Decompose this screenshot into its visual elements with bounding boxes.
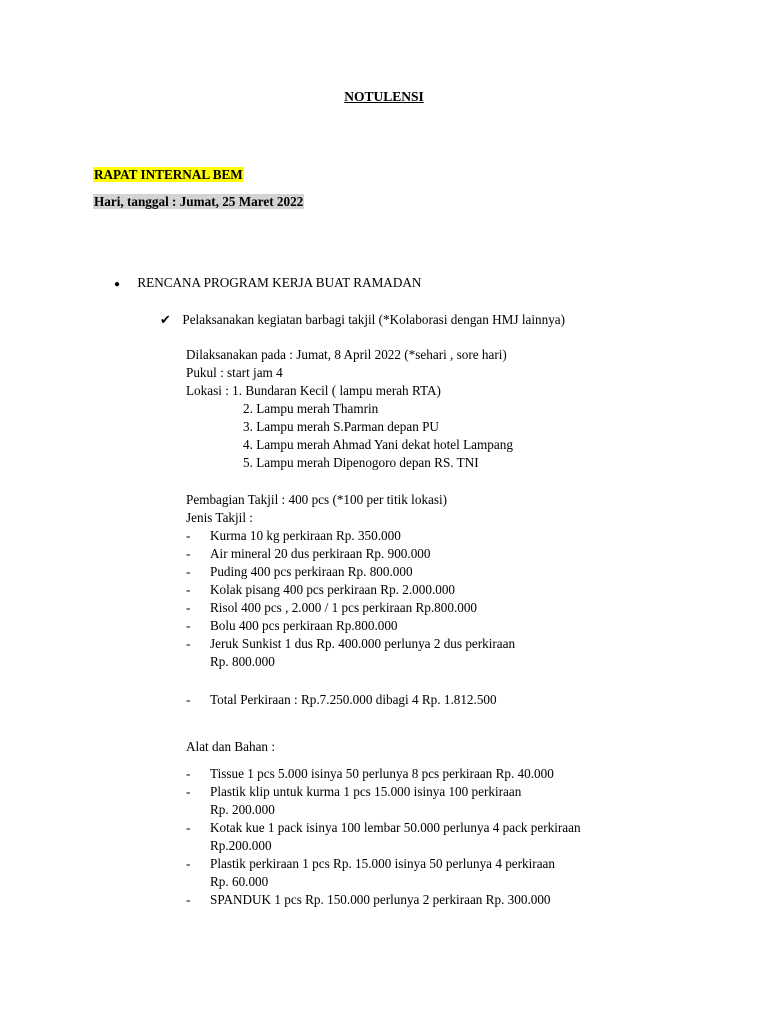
dash-icon: - bbox=[186, 582, 191, 597]
list-item-text: Rp. 200.000 bbox=[210, 802, 275, 817]
event-time: Pukul : start jam 4 bbox=[186, 365, 283, 380]
location-item: 4. Lampu merah Ahmad Yani dekat hotel Lampang bbox=[243, 437, 513, 452]
list-item-text: Air mineral 20 dus perkiraan Rp. 900.000 bbox=[210, 546, 431, 561]
meeting-date bbox=[93, 193, 304, 211]
list-item-text: SPANDUK 1 pcs Rp. 150.000 perlunya 2 perkiraan Rp. 300.000 bbox=[210, 892, 551, 907]
takjil-total-list bbox=[186, 691, 497, 709]
dash-icon: - bbox=[186, 600, 191, 615]
checklist-item bbox=[160, 311, 565, 329]
dash-icon: - bbox=[186, 546, 191, 561]
takjil-section bbox=[186, 491, 686, 527]
meeting-name-text: RAPAT INTERNAL BEM bbox=[94, 167, 243, 182]
list-item bbox=[186, 581, 515, 599]
meeting-name bbox=[93, 166, 244, 184]
bullet-icon: ● bbox=[114, 279, 121, 290]
takjil-total: Total Perkiraan : Rp.7.250.000 dibagi 4 Rp. 1.812.500 bbox=[210, 692, 497, 707]
tools-label: Alat dan Bahan : bbox=[186, 739, 275, 754]
dash-icon: - bbox=[186, 856, 191, 871]
list-item bbox=[186, 891, 581, 909]
section-heading-text: RENCANA PROGRAM KERJA BUAT RAMADAN bbox=[137, 275, 422, 290]
document-title: NOTULENSI bbox=[344, 89, 424, 104]
list-item bbox=[186, 527, 515, 545]
list-item-text: Kolak pisang 400 pcs perkiraan Rp. 2.000.000 bbox=[210, 582, 456, 597]
meeting-date-text: Hari, tanggal : Jumat, 25 Maret 2022 bbox=[94, 194, 304, 209]
list-item-text: Risol 400 pcs , 2.000 / 1 pcs perkiraan Rp.800.000 bbox=[210, 600, 478, 615]
list-item-text: Puding 400 pcs perkiraan Rp. 800.000 bbox=[210, 564, 413, 579]
list-item bbox=[186, 635, 515, 671]
section-heading bbox=[114, 274, 421, 294]
dash-icon: - bbox=[186, 618, 191, 633]
list-item-text: Rp. 60.000 bbox=[210, 874, 269, 889]
dash-icon: - bbox=[186, 692, 191, 707]
event-locations bbox=[186, 400, 686, 472]
list-item bbox=[186, 691, 497, 709]
location-item: 5. Lampu merah Dipenogoro depan RS. TNI bbox=[243, 455, 479, 470]
list-item-text: Kurma 10 kg perkiraan Rp. 350.000 bbox=[210, 528, 401, 543]
dash-icon: - bbox=[186, 820, 191, 835]
dash-icon: - bbox=[186, 766, 191, 781]
list-item bbox=[186, 765, 581, 783]
list-item-text: Tissue 1 pcs 5.000 isinya 50 perlunya 8 pcs perkiraan Rp. 40.000 bbox=[210, 766, 554, 781]
list-item-text: Plastik klip untuk kurma 1 pcs 15.000 isinya 100 perkiraan bbox=[210, 784, 522, 799]
event-details bbox=[186, 346, 686, 472]
list-item bbox=[186, 563, 515, 581]
dash-icon: - bbox=[186, 564, 191, 579]
takjil-types-label: Jenis Takjil : bbox=[186, 510, 253, 525]
list-item bbox=[186, 783, 581, 819]
list-item bbox=[186, 819, 581, 855]
list-item-text: Rp. 800.000 bbox=[210, 654, 275, 669]
takjil-list bbox=[186, 527, 515, 671]
list-item bbox=[186, 855, 581, 891]
dash-icon: - bbox=[186, 892, 191, 907]
checklist-item-text: Pelaksanakan kegiatan barbagi takjil (*Kolaborasi dengan HMJ lainnya) bbox=[182, 312, 566, 327]
takjil-distribution: Pembagian Takjil : 400 pcs (*100 per titik lokasi) bbox=[186, 492, 448, 507]
list-item bbox=[186, 599, 515, 617]
event-location-first: Lokasi : 1. Bundaran Kecil ( lampu merah RTA) bbox=[186, 383, 441, 398]
list-item-text: Bolu 400 pcs perkiraan Rp.800.000 bbox=[210, 618, 398, 633]
event-date: Dilaksanakan pada : Jumat, 8 April 2022 (*sehari , sore hari) bbox=[186, 347, 507, 362]
list-item-text: Jeruk Sunkist 1 dus Rp. 400.000 perlunya 2 dus perkiraan bbox=[210, 636, 516, 651]
list-item bbox=[186, 617, 515, 635]
tools-list bbox=[186, 765, 581, 909]
dash-icon: - bbox=[186, 784, 191, 799]
list-item-text: Rp.200.000 bbox=[210, 838, 272, 853]
check-icon: ✔ bbox=[160, 312, 172, 327]
list-item bbox=[186, 545, 515, 563]
dash-icon: - bbox=[186, 636, 191, 651]
list-item-text: Plastik perkiraan 1 pcs Rp. 15.000 isinya 50 perlunya 4 perkiraan bbox=[210, 856, 555, 871]
location-item: 3. Lampu merah S.Parman depan PU bbox=[243, 419, 439, 434]
list-item-text: Kotak kue 1 pack isinya 100 lembar 50.000 perlunya 4 pack perkiraan bbox=[210, 820, 581, 835]
location-item: 2. Lampu merah Thamrin bbox=[243, 401, 379, 416]
dash-icon: - bbox=[186, 528, 191, 543]
